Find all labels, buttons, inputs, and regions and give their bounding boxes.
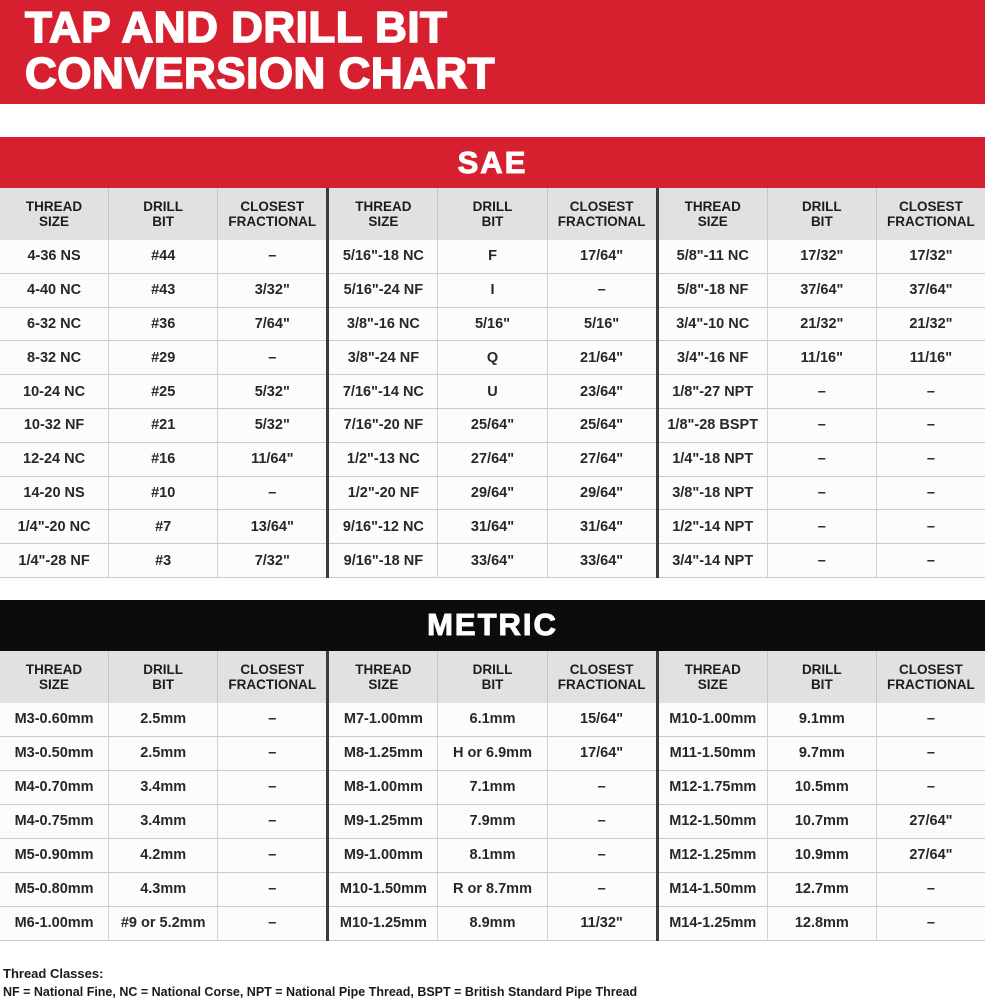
table-row (329, 477, 655, 511)
table-cell: 3.4mm (109, 805, 218, 838)
table-row (329, 737, 655, 771)
column-header (877, 188, 985, 240)
table-cell: M3-0.50mm (0, 737, 109, 770)
table-cell: Q (438, 341, 547, 374)
column-header-line: DRILL (143, 661, 184, 677)
table-cell: 17/64" (580, 248, 624, 265)
column-header-line: THREAD (355, 661, 412, 677)
column-header-line: BIT (481, 214, 504, 229)
table-cell: U (438, 375, 547, 408)
column-header-line: THREAD (355, 199, 412, 214)
page-title-line1: TAP AND DRILL BIT (25, 3, 448, 52)
table-cell: 33/64" (580, 552, 624, 569)
table-row (0, 703, 326, 737)
table-cell: 7/32" (254, 552, 290, 569)
footnote-heading: Thread Classes: (3, 965, 104, 981)
column-header (218, 188, 326, 240)
column-header-line: SIZE (368, 214, 399, 229)
table-cell: 5/8"-11 NC (659, 240, 768, 273)
table-cell: – (926, 518, 935, 535)
table-cell: – (926, 745, 935, 762)
table-cell: M4-0.75mm (0, 805, 109, 838)
table-cell: – (597, 847, 606, 864)
section-title: SAE (457, 144, 528, 180)
column-headers (659, 651, 985, 703)
column-header-line: BIT (810, 676, 833, 692)
table-cell: #44 (109, 240, 218, 273)
table-row (329, 274, 655, 308)
table-cell: M12-1.50mm (659, 805, 768, 838)
table-row (659, 341, 985, 375)
table-row (329, 544, 655, 578)
table-cell: – (268, 915, 277, 932)
column-group (0, 651, 326, 941)
table-cell: 27/64" (909, 813, 953, 830)
table-cell: 25/64" (438, 409, 547, 442)
table-cell: 15/64" (580, 711, 624, 728)
table-row (659, 544, 985, 578)
column-header-line: FRACTIONAL (228, 676, 317, 692)
table-row (329, 771, 655, 805)
table-cell: – (597, 282, 606, 299)
column-header (0, 651, 109, 703)
column-header-line: FRACTIONAL (557, 676, 646, 692)
table-row (329, 240, 655, 274)
table-cell: 3/4"-14 NPT (659, 544, 768, 577)
table-cell: M4-0.70mm (0, 771, 109, 804)
table-cell: 10.9mm (768, 839, 877, 872)
column-header (659, 188, 768, 240)
table-cell: 29/64" (438, 477, 547, 510)
table-cell: #25 (109, 375, 218, 408)
table-cell: – (926, 881, 935, 898)
column-header (329, 188, 438, 240)
table-cell: M11-1.50mm (659, 737, 768, 770)
table-cell: #10 (109, 477, 218, 510)
column-header (877, 651, 985, 703)
column-header-line: CLOSEST (569, 199, 634, 214)
table-cell: 11/32" (580, 915, 623, 932)
table-cell: 5/8"-18 NF (659, 274, 768, 307)
table-cell: 5/16" (438, 308, 547, 341)
table-cell: – (268, 881, 277, 898)
column-group (0, 188, 326, 578)
table-cell: 3/4"-10 NC (659, 308, 768, 341)
table-cell: 7/16"-14 NC (329, 375, 438, 408)
table-cell: 1/8"-27 NPT (659, 375, 768, 408)
table-cell: – (268, 484, 277, 501)
table-cell: – (926, 417, 935, 434)
column-header (109, 188, 218, 240)
table-cell: – (268, 711, 277, 728)
tables (0, 137, 985, 941)
column-header-line: FRACTIONAL (557, 214, 646, 229)
column-group (326, 651, 655, 941)
table-cell: 8-32 NC (0, 341, 109, 374)
section-band-sae (0, 137, 985, 188)
table-cell: #36 (109, 308, 218, 341)
table-cell: 7.1mm (438, 771, 547, 804)
table-cell: #21 (109, 409, 218, 442)
column-groups (0, 188, 985, 578)
column-group (656, 188, 985, 578)
table-cell: – (768, 544, 877, 577)
table-row (0, 375, 326, 409)
column-header-line: SIZE (39, 214, 70, 229)
footnote (0, 966, 985, 1000)
table-cell: – (768, 477, 877, 510)
table-cell: #9 or 5.2mm (109, 907, 218, 940)
table-cell: – (926, 915, 935, 932)
table-cell: 27/64" (909, 847, 953, 864)
page-title-line2: CONVERSION CHART (25, 49, 496, 98)
table-cell: 1/4"-28 NF (0, 544, 109, 577)
table-cell: 5/16"-18 NC (329, 240, 438, 273)
table-cell: 2.5mm (109, 737, 218, 770)
table-row (659, 375, 985, 409)
table-row (329, 907, 655, 941)
column-group (326, 188, 655, 578)
table-cell: 10-24 NC (0, 375, 109, 408)
table-row (659, 839, 985, 873)
table-row (329, 703, 655, 737)
column-header-line: CLOSEST (569, 661, 634, 677)
column-header-line: BIT (481, 676, 504, 692)
table-cell: M6-1.00mm (0, 907, 109, 940)
column-headers (329, 188, 655, 240)
section-sae (0, 137, 985, 578)
table-cell: – (768, 510, 877, 543)
table-cell: 7.9mm (438, 805, 547, 838)
column-header-line: CLOSEST (240, 661, 305, 677)
table-cell: M12-1.25mm (659, 839, 768, 872)
table-cell: 17/32" (768, 240, 877, 273)
table-cell: 29/64" (580, 484, 624, 501)
table-row (659, 274, 985, 308)
column-header-line: FRACTIONAL (228, 214, 317, 229)
table-cell: M9-1.00mm (329, 839, 438, 872)
table-cell: M10-1.25mm (329, 907, 438, 940)
table-cell: – (597, 881, 606, 898)
table-row (329, 409, 655, 443)
column-header-line: DRILL (143, 199, 184, 214)
table-row (0, 737, 326, 771)
section-metric (0, 600, 985, 941)
column-header-line: SIZE (368, 676, 399, 692)
column-header-line: SIZE (697, 676, 728, 692)
table-cell: – (926, 779, 935, 796)
column-header-line: BIT (810, 214, 833, 229)
table-row (659, 805, 985, 839)
table-cell: – (926, 383, 935, 400)
table-cell: 11/16" (768, 341, 877, 374)
column-header (0, 188, 109, 240)
column-header-line: THREAD (684, 199, 741, 214)
table-cell: – (926, 711, 935, 728)
table-cell: 10.7mm (768, 805, 877, 838)
table-row (0, 443, 326, 477)
table-cell: #7 (109, 510, 218, 543)
table-row (0, 409, 326, 443)
table-cell: 27/64" (438, 443, 547, 476)
table-cell: #16 (109, 443, 218, 476)
table-cell: 3/8"-24 NF (329, 341, 438, 374)
table-cell: 11/16" (909, 349, 953, 366)
table-cell: 3/4"-16 NF (659, 341, 768, 374)
table-cell: #29 (109, 341, 218, 374)
column-header-line: FRACTIONAL (887, 214, 975, 229)
table-cell: M8-1.00mm (329, 771, 438, 804)
column-header (109, 651, 218, 703)
table-cell: – (268, 813, 277, 830)
table-cell: 11/64" (251, 451, 294, 468)
table-row (0, 771, 326, 805)
column-header-line: BIT (152, 214, 175, 229)
column-header-line: CLOSEST (899, 661, 963, 677)
table-cell: 9/16"-12 NC (329, 510, 438, 543)
section-title: METRIC (427, 607, 558, 643)
table-cell: 9.1mm (768, 703, 877, 736)
table-cell: 21/32" (909, 315, 953, 332)
table-cell: – (926, 484, 935, 501)
table-cell: H or 6.9mm (438, 737, 547, 770)
table-cell: 25/64" (580, 417, 624, 434)
column-header (548, 188, 656, 240)
table-row (0, 544, 326, 578)
table-cell: 27/64" (580, 451, 624, 468)
table-cell: 1/8"-28 BSPT (659, 409, 768, 442)
column-header-line: FRACTIONAL (887, 676, 975, 692)
table-cell: 23/64" (580, 383, 624, 400)
table-cell: 1/2"-13 NC (329, 443, 438, 476)
table-cell: – (768, 443, 877, 476)
table-row (329, 308, 655, 342)
table-cell: 17/64" (580, 745, 624, 762)
table-cell: – (268, 847, 277, 864)
table-cell: 1/4"-18 NPT (659, 443, 768, 476)
table-row (0, 341, 326, 375)
table-cell: – (268, 349, 277, 366)
table-cell: 3/8"-18 NPT (659, 477, 768, 510)
table-cell: M3-0.60mm (0, 703, 109, 736)
table-row (659, 510, 985, 544)
table-cell: 37/64" (909, 282, 953, 299)
table-row (329, 805, 655, 839)
table-cell: 10-32 NF (0, 409, 109, 442)
table-cell: – (597, 813, 606, 830)
table-cell: F (438, 240, 547, 273)
column-header-line: THREAD (25, 661, 83, 677)
table-row (0, 907, 326, 941)
column-header (548, 651, 656, 703)
table-cell: 4-36 NS (0, 240, 109, 273)
table-row (329, 375, 655, 409)
column-header-line: DRILL (472, 661, 513, 677)
table-row (659, 737, 985, 771)
table-cell: 31/64" (580, 518, 624, 535)
table-cell: 9.7mm (768, 737, 877, 770)
table-cell: 12-24 NC (0, 443, 109, 476)
table-row (659, 443, 985, 477)
title-banner (0, 0, 985, 104)
table-row (659, 240, 985, 274)
table-cell: R or 8.7mm (438, 873, 547, 906)
table-cell: 33/64" (438, 544, 547, 577)
table-row (659, 907, 985, 941)
table-cell: 12.7mm (768, 873, 877, 906)
table-cell: 31/64" (438, 510, 547, 543)
column-groups (0, 651, 985, 941)
table-cell: M14-1.50mm (659, 873, 768, 906)
table-cell: 21/32" (768, 308, 877, 341)
table-cell: – (268, 745, 277, 762)
column-header (438, 188, 547, 240)
table-cell: – (597, 779, 606, 796)
table-cell: 4.3mm (109, 873, 218, 906)
table-cell: 5/16"-24 NF (329, 274, 438, 307)
column-headers (659, 188, 985, 240)
table-cell: – (268, 779, 277, 796)
table-cell: 37/64" (768, 274, 877, 307)
table-cell: 8.9mm (438, 907, 547, 940)
table-cell: 3/8"-16 NC (329, 308, 438, 341)
table-cell: 2.5mm (109, 703, 218, 736)
table-cell: – (768, 409, 877, 442)
table-cell: 6-32 NC (0, 308, 109, 341)
table-row (659, 873, 985, 907)
table-cell: M8-1.25mm (329, 737, 438, 770)
column-header (329, 651, 438, 703)
column-header-line: THREAD (25, 199, 83, 214)
table-row (659, 308, 985, 342)
table-row (329, 443, 655, 477)
column-header (218, 651, 326, 703)
table-row (0, 510, 326, 544)
table-cell: 1/4"-20 NC (0, 510, 109, 543)
column-header-line: SIZE (39, 676, 70, 692)
table-cell: M10-1.50mm (329, 873, 438, 906)
table-cell: M5-0.80mm (0, 873, 109, 906)
table-row (0, 274, 326, 308)
table-cell: 9/16"-18 NF (329, 544, 438, 577)
table-cell: M10-1.00mm (659, 703, 768, 736)
table-row (0, 839, 326, 873)
table-cell: #43 (109, 274, 218, 307)
table-row (0, 477, 326, 511)
column-header (768, 651, 877, 703)
section-band-metric (0, 600, 985, 651)
table-row (659, 477, 985, 511)
column-header-line: DRILL (801, 661, 842, 677)
table-cell: M7-1.00mm (329, 703, 438, 736)
table-cell: 5/32" (254, 417, 290, 434)
column-headers (0, 651, 326, 703)
table-cell: 4.2mm (109, 839, 218, 872)
table-row (329, 873, 655, 907)
table-cell: 13/64" (250, 518, 294, 535)
table-cell: 10.5mm (768, 771, 877, 804)
column-header (659, 651, 768, 703)
column-header-line: CLOSEST (899, 199, 963, 214)
column-header-line: DRILL (801, 199, 842, 214)
column-header-line: SIZE (697, 214, 728, 229)
table-cell: 5/16" (584, 315, 620, 332)
table-cell: 3.4mm (109, 771, 218, 804)
table-cell: M9-1.25mm (329, 805, 438, 838)
table-row (329, 510, 655, 544)
table-row (659, 703, 985, 737)
table-cell: 7/64" (254, 315, 290, 332)
footnote-text: NF = National Fine, NC = National Corse, NPT = National Pipe Thread, BSPT = British Standard Pipe Thread (3, 984, 638, 999)
column-header (438, 651, 547, 703)
table-cell: – (926, 451, 935, 468)
column-header (768, 188, 877, 240)
table-cell: M12-1.75mm (659, 771, 768, 804)
table-row (0, 308, 326, 342)
table-cell: I (438, 274, 547, 307)
table-cell: 6.1mm (438, 703, 547, 736)
table-cell: 12.8mm (768, 907, 877, 940)
table-cell: 4-40 NC (0, 274, 109, 307)
column-header-line: BIT (152, 676, 175, 692)
table-cell: 1/2"-20 NF (329, 477, 438, 510)
table-row (659, 771, 985, 805)
table-cell: 5/32" (254, 383, 290, 400)
table-cell: – (768, 375, 877, 408)
table-cell: 3/32" (254, 282, 290, 299)
table-cell: 17/32" (909, 248, 953, 265)
table-row (329, 341, 655, 375)
table-row (329, 839, 655, 873)
table-cell: 1/2"-14 NPT (659, 510, 768, 543)
column-header-line: CLOSEST (240, 199, 305, 214)
table-cell: 8.1mm (438, 839, 547, 872)
table-row (0, 240, 326, 274)
table-cell: – (926, 552, 935, 569)
table-cell: 14-20 NS (0, 477, 109, 510)
table-cell: #3 (109, 544, 218, 577)
table-cell: 21/64" (580, 349, 624, 366)
column-group (656, 651, 985, 941)
table-cell: M5-0.90mm (0, 839, 109, 872)
table-row (0, 873, 326, 907)
table-row (659, 409, 985, 443)
table-cell: M14-1.25mm (659, 907, 768, 940)
column-headers (0, 188, 326, 240)
table-cell: – (268, 248, 277, 265)
column-header-line: DRILL (472, 199, 513, 214)
column-header-line: THREAD (684, 661, 741, 677)
column-headers (329, 651, 655, 703)
table-cell: 7/16"-20 NF (329, 409, 438, 442)
table-row (0, 805, 326, 839)
